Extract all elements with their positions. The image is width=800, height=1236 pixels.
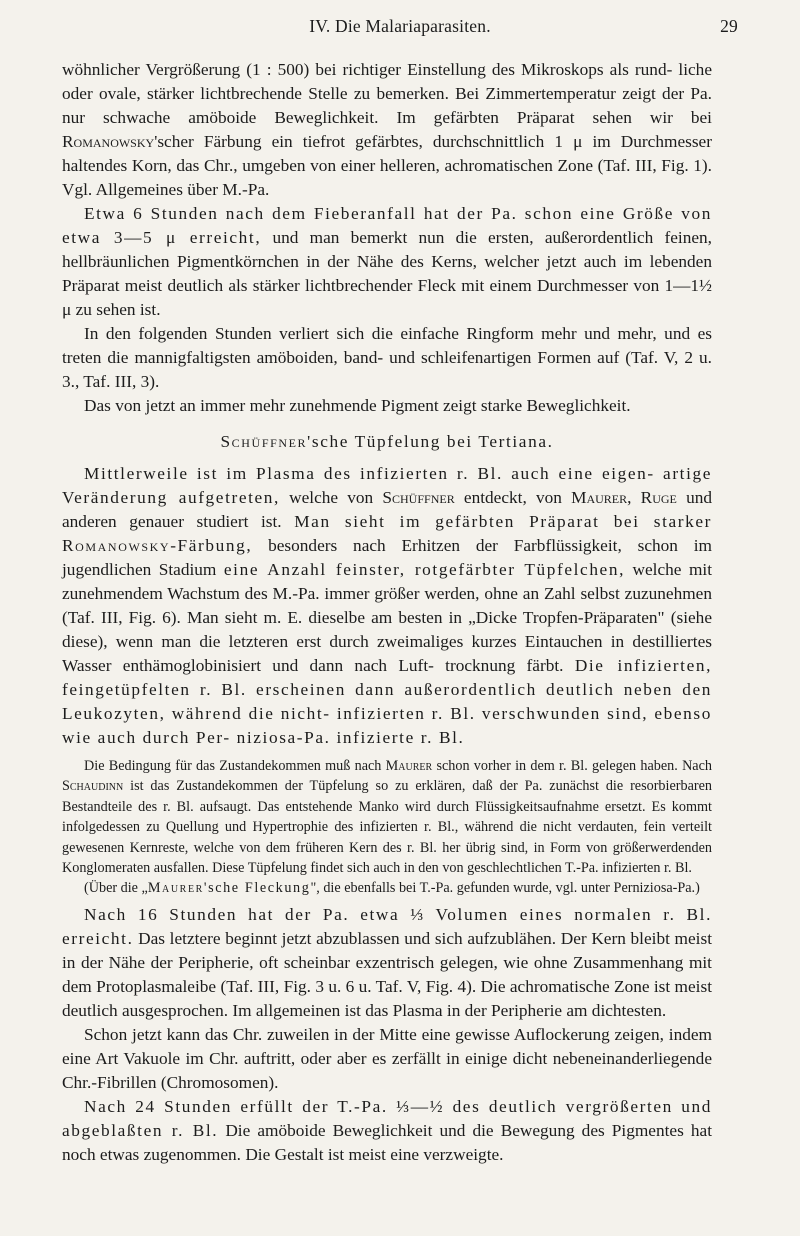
text-run: 'scher Färbung ein tiefrot gefärbtes, durchschnittlich 1 μ im Durchmesser haltendes Korn, das Chr., umgeben von einer helleren, achromatischen Zone (Taf. III, Fig. 1). Vgl. Allgemeines über M.-Pa. [62,132,712,199]
paragraph-8 [62,1095,712,1167]
header-title: IV. Die Malariaparasiten. [309,16,491,36]
paragraph-3: In den folgenden Stunden verliert sich die einfache Ringform mehr und mehr, und es treten die mannigfaltigsten amöboiden, band- und schleifenartigen Formen auf (Taf. V, 2 u. 3., Taf. III, 3). [62,324,712,391]
text-run: entdeckt, von [454,488,572,507]
spaced-emphasis: -Färbung, [170,536,253,555]
spaced-emphasis: Etwa 6 Stunden nach dem Fieberanfall hat der Pa. schon eine Größe von etwa 3—5 μ erreicht, [62,204,712,247]
text-run: und anderen genauer studiert ist. [62,488,712,531]
text-run: wöhnlicher Vergrößerung (1 : 500) bei richtiger Einstellung des Mikroskops als rund- liche oder ovale, stärker lichtbrechende Stelle zu bemerken. Bei Zimmertemperatur zeigt der Pa. nur schwache amöboide Beweglichkeit. Im gefärbten Präparat sehen wir bei [62,60,712,127]
text-run: welche mit zunehmendem Wachstum des M.-Pa. immer größer werden, ohne an Zahl selbst zuzunehmen (Taf. III, Fig. 6). Man sieht m. E. dieselbe am besten in „Dicke Tropfen-Präparaten" (siehe diese), wenn man die letzteren erst durch zweimaliges kurzes Eintauchen in destilliertes Wasser enthämoglobinisiert und dann nach Luft- trocknung färbt. [62,560,713,675]
text-run: ", die ebenfalls bei T.-Pa. gefunden wurde, vgl. unter Perniziosa-Pa.) [310,880,700,897]
author-name: Romanowsky [62,536,171,555]
small-paragraph-2 [62,878,712,898]
author-name: Schüffner [220,432,308,451]
paragraph-2 [62,202,712,322]
author-name: Ruge [640,488,677,507]
author-name: Schüffner [382,488,455,507]
author-name: Romanowsky [62,132,155,151]
author-name: Maurer [571,488,628,507]
text-run: Die Bedingung für das Zustandekommen muß nach [84,758,386,774]
spaced-emphasis: Nach 16 Stunden hat der Pa. etwa ⅓ Volumen eines normalen r. Bl. erreicht. [62,904,712,948]
spaced-emphasis: eine Anzahl feinster, rotgefärbter Tüpfelchen, [223,560,625,579]
text-run: schon vorher in dem r. Bl. gelegen haben. Nach [432,758,712,774]
page-number: 29 [720,16,738,36]
text-run: , [627,488,641,507]
small-paragraph-1 [62,756,712,878]
author-name: Schaudinn [62,778,124,795]
text-run: besonders nach Erhitzen der Farbflüssigkeit, schon im jugendlichen Stadium [62,536,712,579]
paragraph-1 [62,58,712,202]
paragraph-6 [62,903,712,1023]
text-run: und man bemerkt nun die ersten, außerordentlich feinen, hellbräunlichen Pigmentkörnchen in der Nähe des Kerns, welcher jetzt auch im lebenden Präparat meist deutlich als stärker lichtbrechender Fleck mit einem Durchmesser von 1—1½ μ zu sehen ist. [62,228,712,319]
paragraph-5 [62,462,712,750]
text-run: Die amöboide Beweglichkeit und die Bewegung des Pigmentes hat noch etwas zugenommen. Die Gestalt ist meist eine verzweigte. [62,1120,713,1164]
paragraph-4: Das von jetzt an immer mehr zunehmende Pigment zeigt starke Beweglichkeit. [84,396,631,415]
author-name: Maurer [147,880,204,897]
spaced-emphasis: Die infizierten, feingetüpfelten r. Bl. erscheinen dann außerordentlich deutlich neben den Leukozyten, während die nicht- infizierten r. Bl. verschwunden sind, ebenso wie auch durch Per- niziosa-Pa. infizierte r. Bl. [62,656,712,747]
spaced-emphasis: Man sieht im gefärbten Präparat bei starker [294,512,713,531]
running-header [0,8,800,38]
body-text [62,58,712,1167]
text-run: welche von [279,488,383,507]
spaced-emphasis: 'sche Fleckung [203,880,311,897]
text-run: (Über die „ [84,880,148,897]
section-heading [62,430,712,454]
spaced-emphasis: Nach 24 Stunden erfüllt der T.-Pa. ⅓—½ des deutlich vergrößerten und abgeblaßten r. Bl. [62,1096,712,1140]
text-run: Das letztere beginnt jetzt abzublassen und sich aufzublähen. Der Kern bleibt meist in der Nähe der Peripherie, oft scheinbar exzentrisch gelegen, wie ohne Zusammenhang mit dem Protoplasmaleibe (Taf. III, Fig. 3 u. 6 u. Taf. V, Fig. 4). Die achromatische Zone ist meist deutlich ausgesprochen. Im allgemeinen ist das Plasma in der Peripherie am dichtesten. [62,928,712,1020]
spaced-emphasis: Mittlerweile ist im Plasma des infizierten r. Bl. auch eine eigen- artige Veränderung aufgetreten, [62,464,712,507]
heading-text: 'sche Tüpfelung bei Tertiana. [307,432,554,451]
author-name: Maurer [385,758,433,774]
paragraph-7: Schon jetzt kann das Chr. zuweilen in der Mitte eine gewisse Auflockerung zeigen, indem eine Art Vakuole im Chr. auftritt, oder aber es zerfällt in einige dicht nebeneinanderliegende Chr.-Fibrillen (Chromosomen). [62,1024,712,1092]
footnote-block [62,756,712,899]
text-run: ist das Zustandekommen der Tüpfelung so zu erklären, daß der Pa. zunächst die resorbierbaren Bestandteile des r. Bl. aufsaugt. Das entstehende Manko wird durch Flüssigkeitsaufnahme ersetzt. Es kommt infolgedessen zu Quellung und Hypertrophie des infizierten r. Bl., während die nicht verdauten, fein verteilt gewesenen Kernreste, welche von dem früheren Kern des r. Bl. her übrig sind, in Form von größerwerdenden Konglomeraten ausfallen. Diese Tüpfelung findet sich auch in den von geschlechtlichen T.-Pa. infizierten r. Bl. [62,778,712,877]
